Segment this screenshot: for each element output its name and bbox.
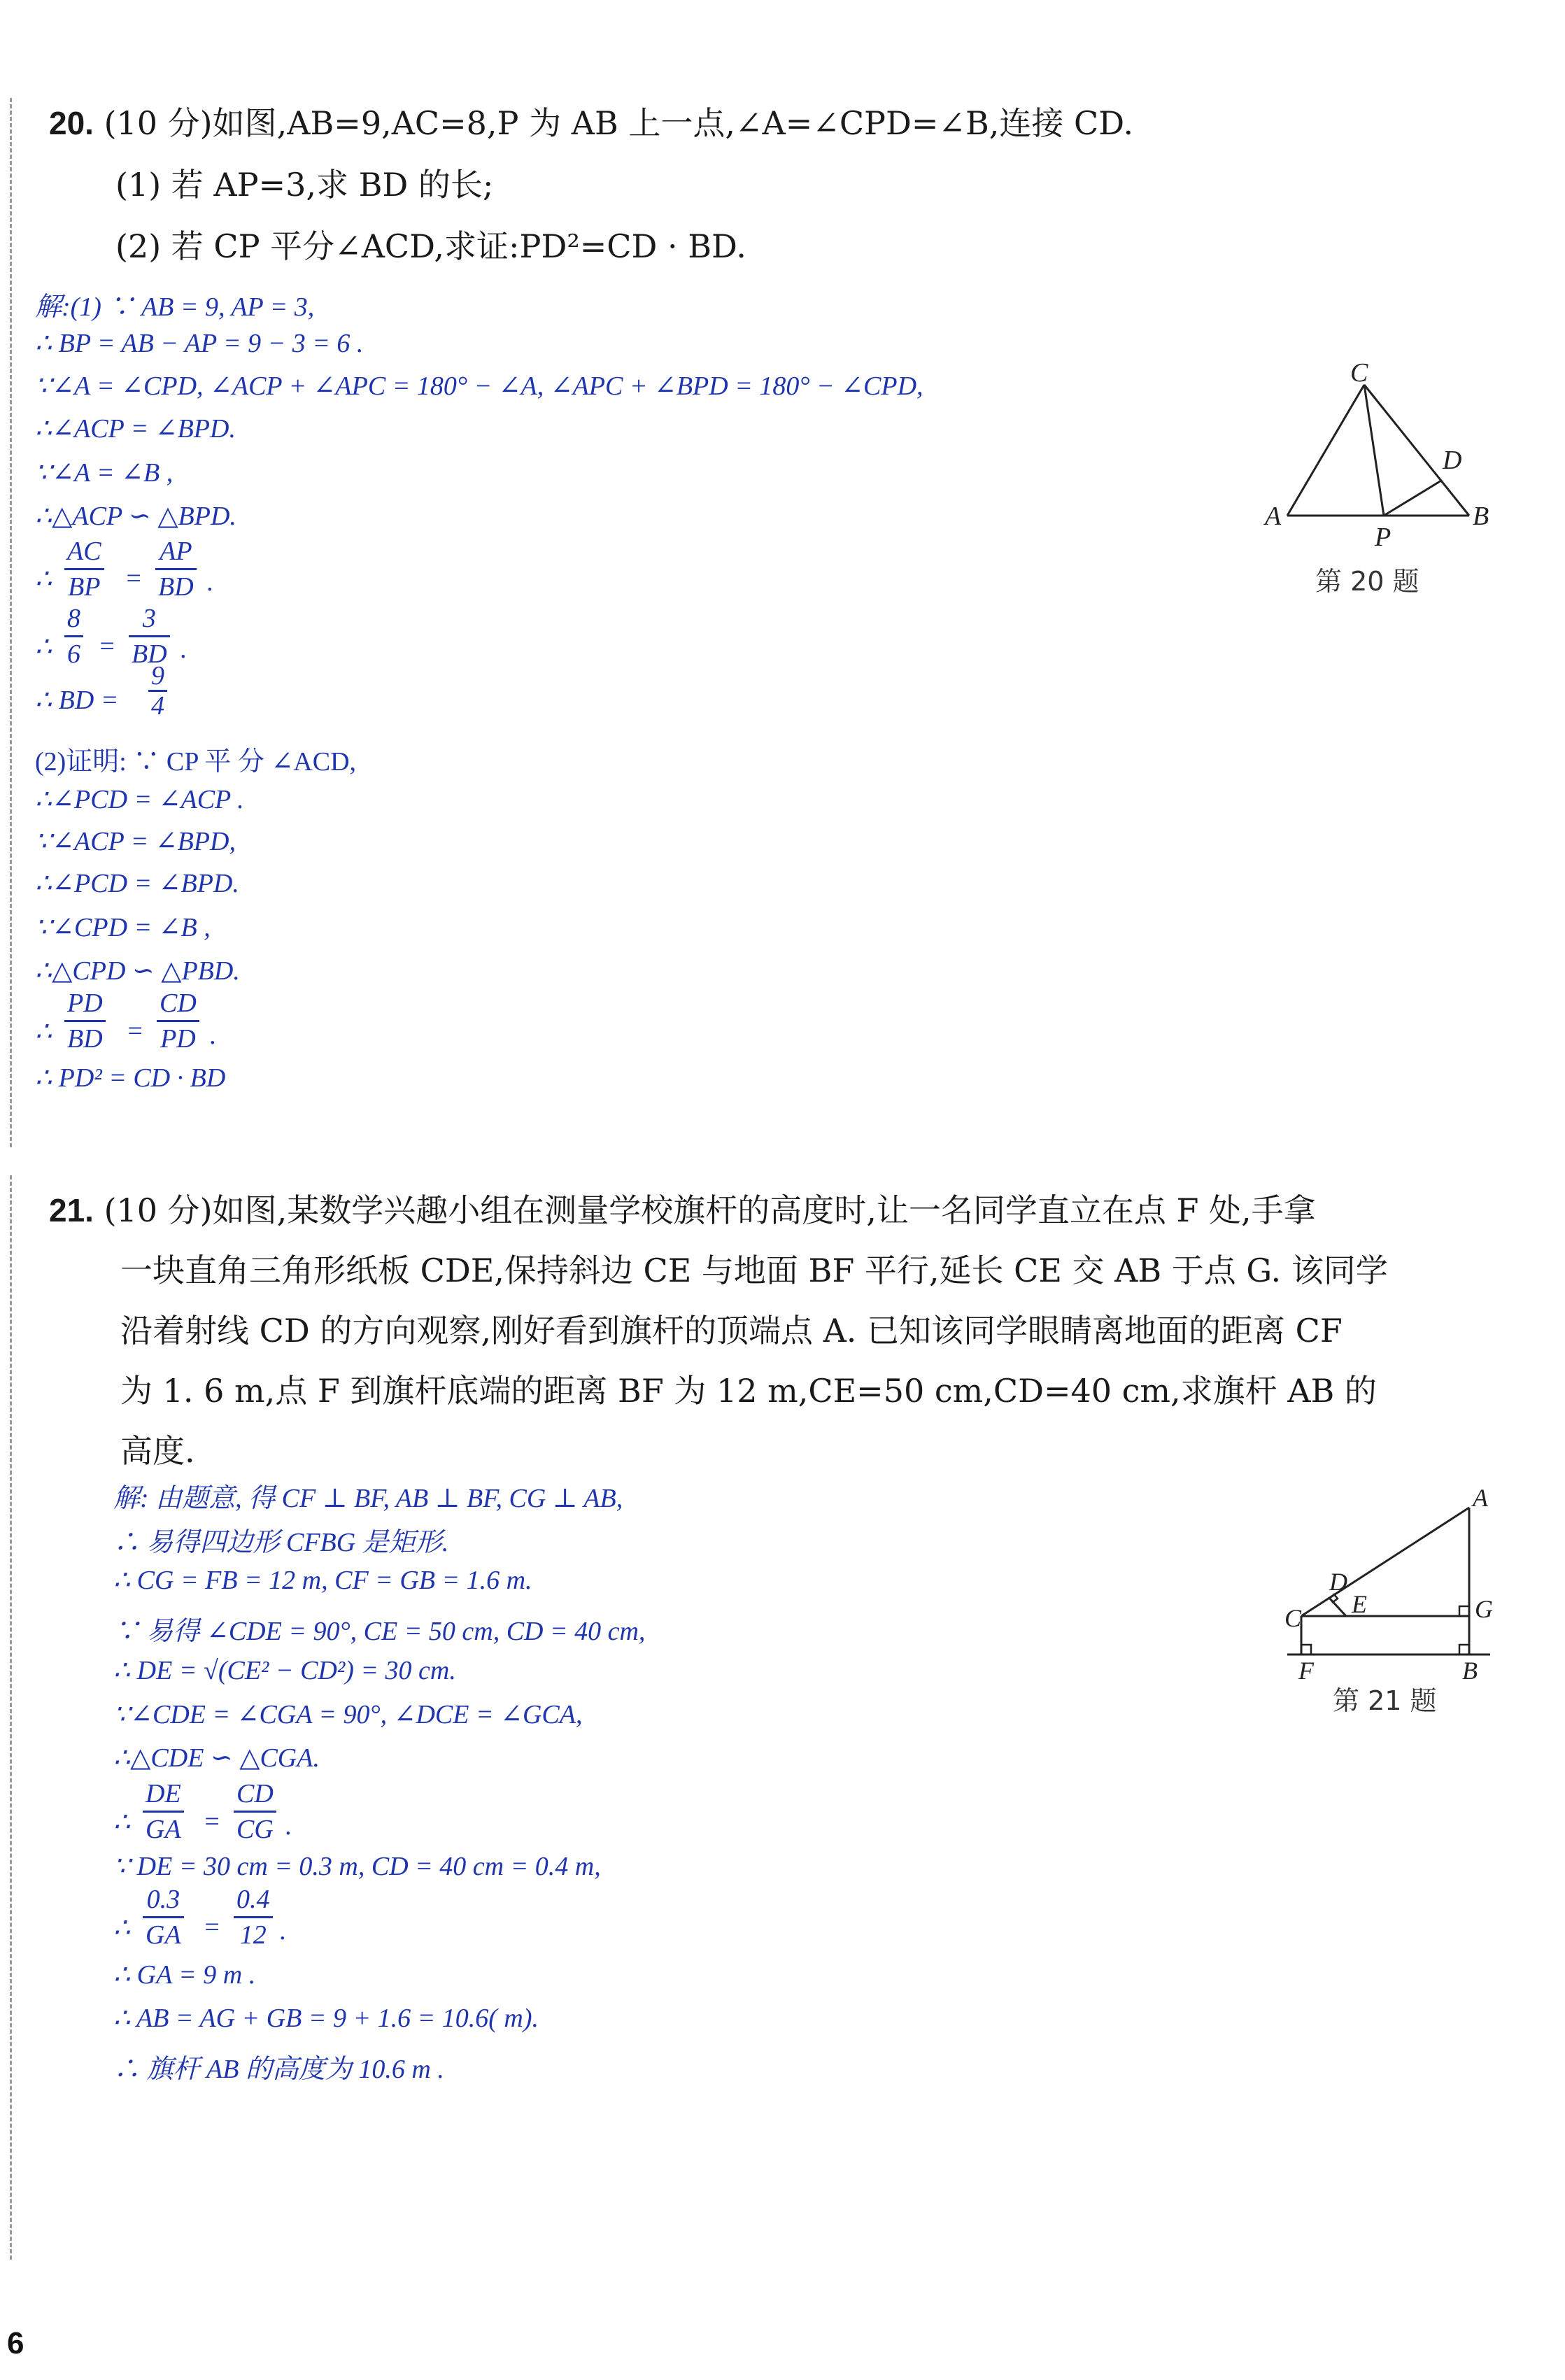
q20-number: 20. [49,105,94,141]
q20-proof-4: ∵∠CPD = ∠B , [35,913,211,942]
q20-stem: (10 分)如图,AB=9,AC=8,P 为 AB 上一点,∠A=∠CPD=∠B,连接 CD. [104,104,1134,142]
q20-final: ∴ PD² = CD · BD [35,1063,226,1093]
q21-figure-caption: 第 21 题 [1333,1685,1437,1716]
q21-frac1-tail: . [285,1811,292,1841]
q21-sol-4: ∴ DE = √(CE² − CD²) = 30 cm. [113,1656,456,1685]
numerator: 0.3 [146,1885,180,1914]
q20-line2: (1) 若 AP=3,求 BD 的长; [115,166,494,204]
label-a: A [1473,1484,1488,1512]
q20-sol-5: ∴△ACP ∽ △BPD. [35,502,236,531]
q20-figure [1259,350,1553,581]
q21-sol-1: ∴ 易得四边形 CFBG 是矩形. [113,1528,449,1557]
q21-frac2-left [143,1883,184,1952]
q21-frac1-lead: ∴ [113,1808,131,1837]
denominator: BP [68,572,101,602]
q21-sol-6: ∴△CDE ∽ △CGA. [113,1743,320,1773]
q20-frac4-tail: . [210,1021,217,1050]
q20-frac3 [148,662,167,720]
q21-frac2-tail: . [280,1916,287,1946]
numerator: 3 [142,604,156,633]
q20-frac2-left [64,602,83,671]
q20-figure-caption: 第 20 题 [1315,566,1419,597]
equals-sign: = [203,1807,221,1836]
label-p: P [1375,523,1391,552]
denominator: 4 [151,691,164,721]
label-b: B [1462,1657,1478,1685]
q21-end-2: ∴ 旗杆 AB 的高度为 10.6 m . [113,2055,444,2084]
label-c: C [1284,1604,1302,1632]
q21-sol-5: ∵∠CDE = ∠CGA = 90°, ∠DCE = ∠GCA, [113,1700,583,1729]
numerator: 9 [151,661,164,690]
q20-proof-3: ∴∠PCD = ∠BPD. [35,869,239,898]
q21-line0 [49,1185,1316,1231]
numerator: 0.4 [236,1885,270,1914]
label-g: G [1475,1595,1493,1623]
q20-frac4-right [157,986,199,1056]
q21-number: 21. [49,1192,94,1228]
label-d: D [1329,1568,1347,1596]
denominator: BD [158,572,194,602]
margin-rule [10,1175,12,2260]
equals-sign: = [125,564,143,593]
denominator: GA [146,1920,181,1950]
q21-line2: 沿着射线 CD 的方向观察,刚好看到旗杆的顶端点 A. 已知该同学眼睛离地面的距离 CF [120,1312,1343,1350]
q21-frac1-left [143,1777,184,1846]
q20-sol-1: ∴ BP = AB − AP = 9 − 3 = 6 . [35,329,364,358]
q20-line1 [49,98,1133,144]
q21-line3: 为 1. 6 m,点 F 到旗杆底端的距离 BF 为 12 m,CE=50 cm,CD=40 cm,求旗杆 AB 的 [120,1372,1377,1410]
q20-frac1-tail: . [207,567,214,597]
q21-sol-2: ∴ CG = FB = 12 m, CF = GB = 1.6 m. [113,1566,532,1595]
q21-line1: 一块直角三角形纸板 CDE,保持斜边 CE 与地面 BF 平行,延长 CE 交 AB 于点 G. 该同学 [120,1252,1388,1289]
q21-sol-0: 解: 由题意, 得 CF ⊥ BF, AB ⊥ BF, CG ⊥ AB, [113,1484,623,1513]
equals-sign: = [126,1017,144,1046]
label-e: E [1352,1590,1367,1618]
q20-frac4-lead: ∴ [35,1017,52,1047]
denominator: GA [146,1815,181,1844]
label-f: F [1298,1657,1314,1685]
numerator: PD [67,989,103,1018]
q20-line3: (2) 若 CP 平分∠ACD,求证:PD²=CD · BD. [115,227,746,265]
numerator: AC [67,537,101,566]
numerator: CD [160,989,197,1018]
q21-sol-3: ∵ 易得 ∠CDE = 90°, CE = 50 cm, CD = 40 cm, [113,1617,646,1646]
numerator: CD [236,1779,274,1808]
q21-frac1-right [234,1777,276,1846]
label-c: C [1350,358,1368,388]
denominator: BD [132,639,167,669]
label-a: A [1265,502,1282,531]
q20-frac1-left [64,534,104,604]
q20-frac4-left [64,986,106,1056]
q21-stem: (10 分)如图,某数学兴趣小组在测量学校旗杆的高度时,让一名同学直立在点 F 处,手拿 [104,1191,1316,1229]
q20-proof-1: ∴∠PCD = ∠ACP . [35,785,244,814]
q20-sol-3: ∴∠ACP = ∠BPD. [35,414,236,444]
q21-end-1: ∴ AB = AG + GB = 9 + 1.6 = 10.6( m). [113,2004,539,2033]
q20-frac3-lead: ∴ BD = [35,686,119,715]
page-number: 6 [7,2326,24,2360]
denominator: 12 [239,1920,267,1950]
q21-line4: 高度. [120,1432,195,1470]
q20-sol-0: 解:(1) ∵ AB = 9, AP = 3, [35,292,315,322]
q21-end-0: ∴ GA = 9 m . [113,1960,256,1990]
numerator: 8 [67,604,80,633]
denominator: BD [67,1024,103,1054]
q20-frac1-right [155,534,197,604]
q20-proof-5: ∴△CPD ∽ △PBD. [35,956,240,986]
q20-sol-4: ∵∠A = ∠B , [35,458,174,488]
numerator: DE [146,1779,181,1808]
q20-sol-2: ∵∠A = ∠CPD, ∠ACP + ∠APC = 180° − ∠A, ∠APC + ∠BPD = 180° − ∠CPD, [35,371,923,401]
q20-proof-2: ∵∠ACP = ∠BPD, [35,827,236,856]
label-b: B [1473,502,1489,531]
q20-frac2-lead: ∴ [35,632,52,662]
q21-figure [1284,1480,1511,1685]
q20-frac2-tail: . [180,635,187,664]
equals-sign: = [98,632,116,661]
label-d: D [1443,446,1462,475]
q21-frac2-right [234,1883,273,1952]
q20-frac1-lead: ∴ [35,565,52,594]
denominator: PD [160,1024,196,1054]
q21-frac2-lead: ∴ [113,1913,131,1943]
equals-sign: = [203,1913,221,1942]
q20-proof-0: (2)证明: ∵ CP 平 分 ∠ACD, [35,747,357,777]
numerator: AP [160,537,192,566]
denominator: CG [236,1815,274,1844]
denominator: 6 [67,639,80,669]
margin-rule [10,98,12,1147]
q21-mid: ∵ DE = 30 cm = 0.3 m, CD = 40 cm = 0.4 m, [113,1852,601,1881]
